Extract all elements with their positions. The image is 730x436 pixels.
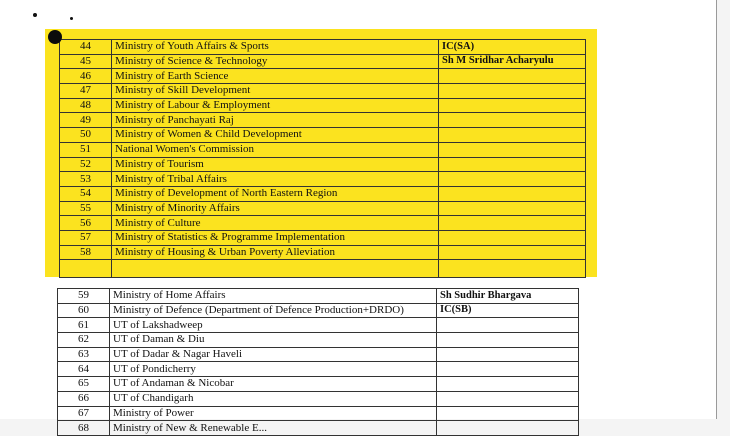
table-row [58, 289, 579, 304]
ministry-name: Ministry of Development of North Eastern Region [112, 186, 439, 201]
officer-name [439, 245, 586, 260]
ministry-name: Ministry of Science & Technology [112, 54, 439, 69]
serial-number: 65 [58, 377, 110, 392]
ministry-name: National Women's Commission [112, 142, 439, 157]
officer-name [439, 186, 586, 201]
table-row [58, 362, 579, 377]
ministry-name: UT of Dadar & Nagar Haveli [110, 347, 437, 362]
ministry-name: Ministry of Housing & Urban Poverty Alleviation [112, 245, 439, 260]
serial-number: 68 [58, 421, 110, 436]
officer-name [439, 98, 586, 113]
officer-name [437, 391, 579, 406]
ministry-name: Ministry of Tribal Affairs [112, 172, 439, 187]
table-row [58, 421, 579, 436]
ministry-name: Ministry of Minority Affairs [112, 201, 439, 216]
officer-name [439, 142, 586, 157]
serial-number: 50 [60, 128, 112, 143]
ministry-name: Ministry of Youth Affairs & Sports [112, 40, 439, 55]
serial-number: 63 [58, 347, 110, 362]
table-row [58, 391, 579, 406]
ministry-name: Ministry of Home Affairs [110, 289, 437, 304]
serial-number: 66 [58, 391, 110, 406]
serial-number: 57 [60, 230, 112, 245]
officer-name [439, 128, 586, 143]
table-row [58, 303, 579, 318]
table-row [60, 186, 586, 201]
serial-number: 55 [60, 201, 112, 216]
ministry-name: UT of Lakshadweep [110, 318, 437, 333]
serial-number: 53 [60, 172, 112, 187]
ministry-name: UT of Chandigarh [110, 391, 437, 406]
empty-cell [112, 260, 439, 278]
ministry-name: Ministry of Culture [112, 216, 439, 231]
table-row [60, 230, 586, 245]
officer-name: IC(SB) [437, 303, 579, 318]
officer-name [437, 377, 579, 392]
officer-name [439, 172, 586, 187]
serial-number: 62 [58, 333, 110, 348]
officer-name [437, 318, 579, 333]
table-row [60, 40, 586, 55]
table-row [60, 172, 586, 187]
ministry-name: Ministry of Panchayati Raj [112, 113, 439, 128]
table-row [60, 113, 586, 128]
serial-number: 59 [58, 289, 110, 304]
table-row [60, 128, 586, 143]
table-row [58, 318, 579, 333]
ministry-name: Ministry of Labour & Employment [112, 98, 439, 113]
serial-number: 64 [58, 362, 110, 377]
table-row [60, 142, 586, 157]
serial-number: 67 [58, 406, 110, 421]
bullet-dot [48, 30, 62, 44]
ministry-name: UT of Andaman & Nicobar [110, 377, 437, 392]
ministry-name: Ministry of Tourism [112, 157, 439, 172]
officer-name [439, 69, 586, 84]
officer-name [439, 201, 586, 216]
ministry-table-highlighted [59, 39, 586, 278]
table-row [60, 245, 586, 260]
serial-number: 61 [58, 318, 110, 333]
serial-number: 46 [60, 69, 112, 84]
ministry-name: UT of Daman & Diu [110, 333, 437, 348]
ministry-name: Ministry of Defence (Department of Defence Production+DRDO) [110, 303, 437, 318]
serial-number: 49 [60, 113, 112, 128]
table-row [58, 406, 579, 421]
serial-number: 51 [60, 142, 112, 157]
ministry-name: Ministry of Women & Child Development [112, 128, 439, 143]
officer-name: Sh M Sridhar Acharyulu [439, 54, 586, 69]
officer-name [437, 333, 579, 348]
serial-number: 56 [60, 216, 112, 231]
scan-speck [33, 13, 37, 17]
scan-speck [70, 17, 73, 20]
table-row [60, 260, 586, 278]
empty-cell [60, 260, 112, 278]
officer-name [439, 216, 586, 231]
serial-number: 47 [60, 84, 112, 99]
serial-number: 58 [60, 245, 112, 260]
serial-number: 54 [60, 186, 112, 201]
ministry-name: Ministry of Earth Science [112, 69, 439, 84]
table-row [58, 347, 579, 362]
officer-name [437, 421, 579, 436]
table-row [60, 216, 586, 231]
officer-name [439, 157, 586, 172]
officer-name: Sh Sudhir Bhargava [437, 289, 579, 304]
table-row [60, 69, 586, 84]
empty-cell [439, 260, 586, 278]
officer-name [439, 230, 586, 245]
serial-number: 48 [60, 98, 112, 113]
officer-name [437, 347, 579, 362]
officer-name [437, 406, 579, 421]
table-row [60, 54, 586, 69]
table-row [60, 157, 586, 172]
ministry-table [57, 288, 579, 436]
ministry-name: Ministry of Skill Development [112, 84, 439, 99]
table-row [58, 377, 579, 392]
table-row [60, 98, 586, 113]
ministry-name: Ministry of Power [110, 406, 437, 421]
table-row [60, 84, 586, 99]
table-row [58, 333, 579, 348]
officer-name [437, 362, 579, 377]
serial-number: 45 [60, 54, 112, 69]
officer-name [439, 113, 586, 128]
ministry-name: Ministry of New & Renewable E... [110, 421, 437, 436]
officer-name [439, 84, 586, 99]
serial-number: 52 [60, 157, 112, 172]
serial-number: 44 [60, 40, 112, 55]
ministry-name: UT of Pondicherry [110, 362, 437, 377]
table-row [60, 201, 586, 216]
ministry-name: Ministry of Statistics & Programme Implementation [112, 230, 439, 245]
officer-name: IC(SA) [439, 40, 586, 55]
serial-number: 60 [58, 303, 110, 318]
